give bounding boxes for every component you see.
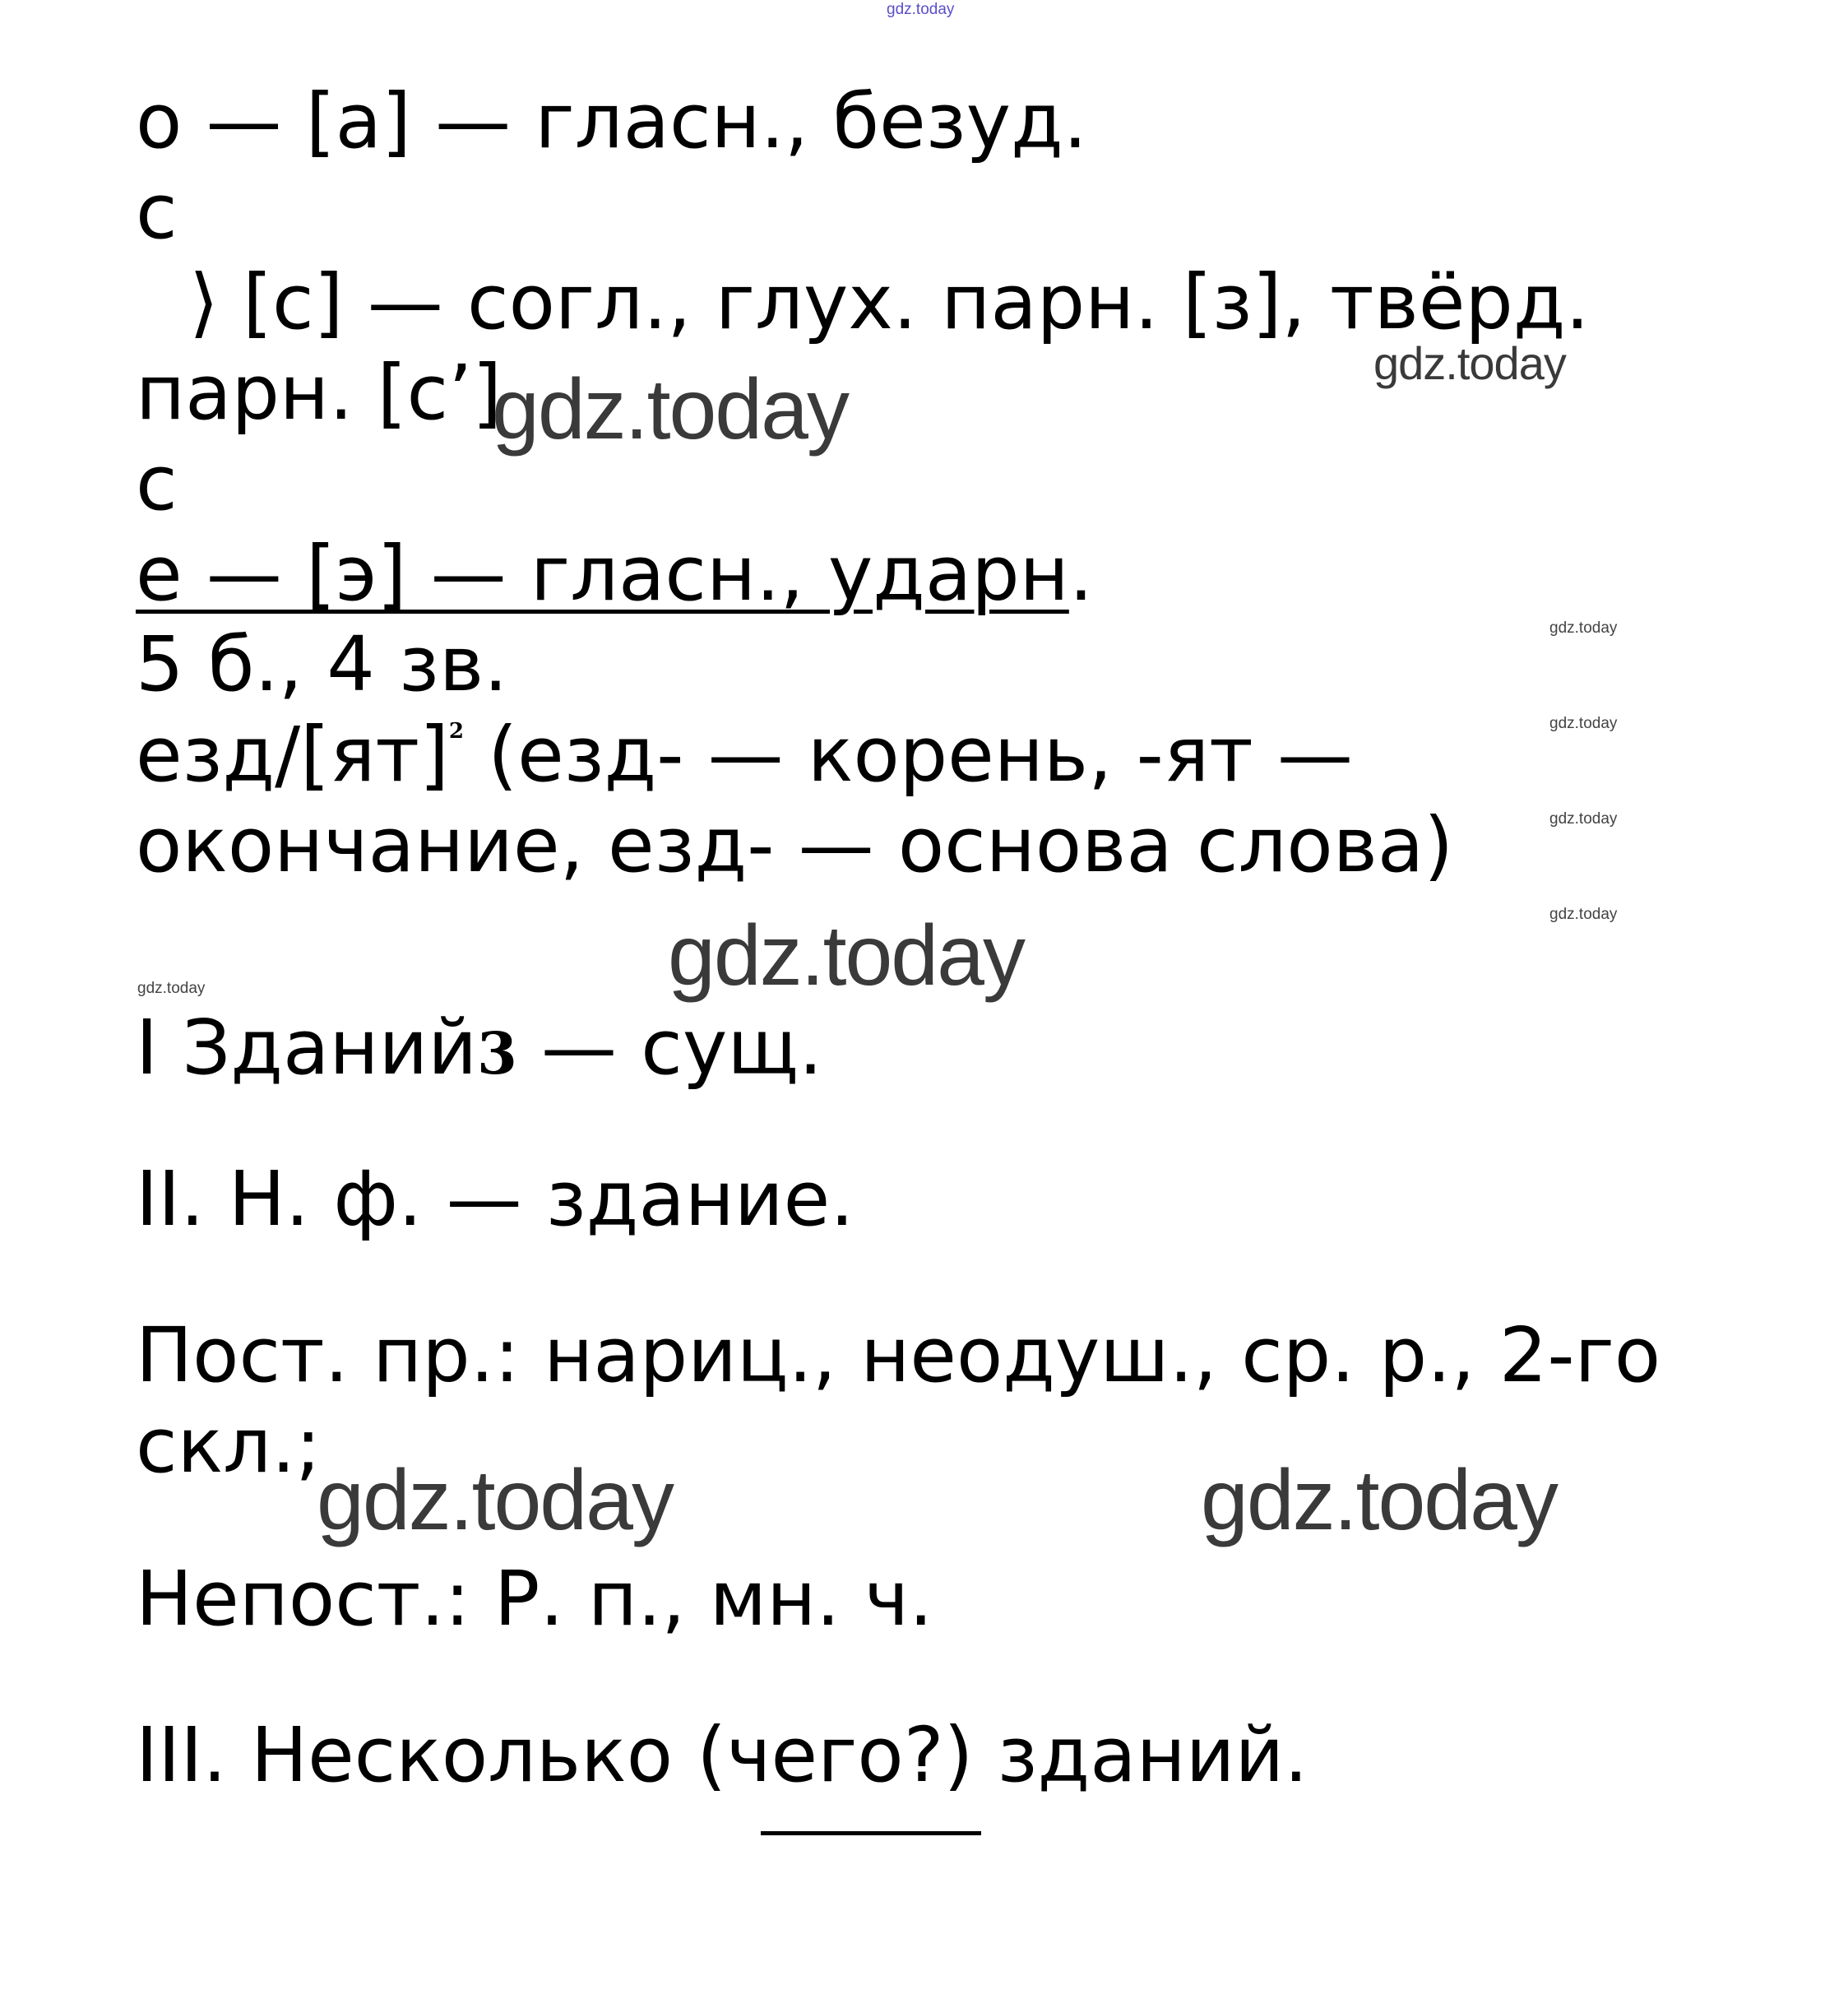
phonetic-line-e-tail: . <box>1068 530 1094 618</box>
letters-sounds-count: 5 б., 4 зв. <box>136 620 508 708</box>
phonetic-line-s-letter: с <box>136 168 178 256</box>
watermark: gdz.today <box>1201 1453 1557 1548</box>
phonetic-line-s-sound: ⟩ [с] — согл., глух. парн. [з], твёрд. <box>189 258 1590 346</box>
analysis-part-of-speech: — сущ. <box>516 1004 823 1092</box>
phonetic-line-s-pair: парн. [с’] <box>136 349 503 437</box>
phonetic-line-e <box>136 530 1094 618</box>
morpheme-word: езд/[ят] <box>136 711 449 799</box>
question-underline <box>761 1831 981 1835</box>
watermark: gdz.today <box>137 980 206 997</box>
watermark: gdz.today <box>1549 715 1618 732</box>
watermark: gdz.today <box>1549 906 1618 923</box>
morpheme-line-2: окончание, езд- — основа слова) <box>136 801 1454 889</box>
analysis-permanent-line-1: Пост. пр.: нариц., неодуш., ср. р., 2-го <box>136 1311 1661 1399</box>
watermark: gdz.today <box>1549 810 1618 828</box>
watermark-top: gdz.today <box>887 1 955 18</box>
watermark: gdz.today <box>1373 337 1566 389</box>
analysis-part-3: III. Несколько (чего?) зданий. <box>136 1711 1308 1799</box>
watermark: gdz.today <box>317 1453 673 1548</box>
analysis-word-index: 3 <box>477 1019 517 1088</box>
morpheme-superscript: 2 <box>448 719 464 744</box>
morpheme-line-1 <box>136 711 1353 799</box>
watermark: gdz.today <box>668 908 1024 1004</box>
analysis-part-1 <box>136 1004 823 1092</box>
analysis-part-2: II. Н. ф. — здание. <box>136 1155 855 1243</box>
morpheme-explanation: (езд- — корень, -ят — <box>463 711 1353 799</box>
phonetic-line-e-underlined: е — [э] — гласн., ударн <box>136 530 1069 618</box>
phonetic-line-o: о — [а] — гласн., безуд. <box>136 77 1087 165</box>
analysis-permanent-line-2: скл.; <box>136 1402 322 1490</box>
watermark: gdz.today <box>1549 619 1618 637</box>
phonetic-line-s-letter-2: с <box>136 439 178 527</box>
analysis-nonpermanent: Непост.: Р. п., мн. ч. <box>136 1555 933 1643</box>
analysis-word: I Зданий <box>136 1004 478 1092</box>
watermark: gdz.today <box>492 362 848 457</box>
